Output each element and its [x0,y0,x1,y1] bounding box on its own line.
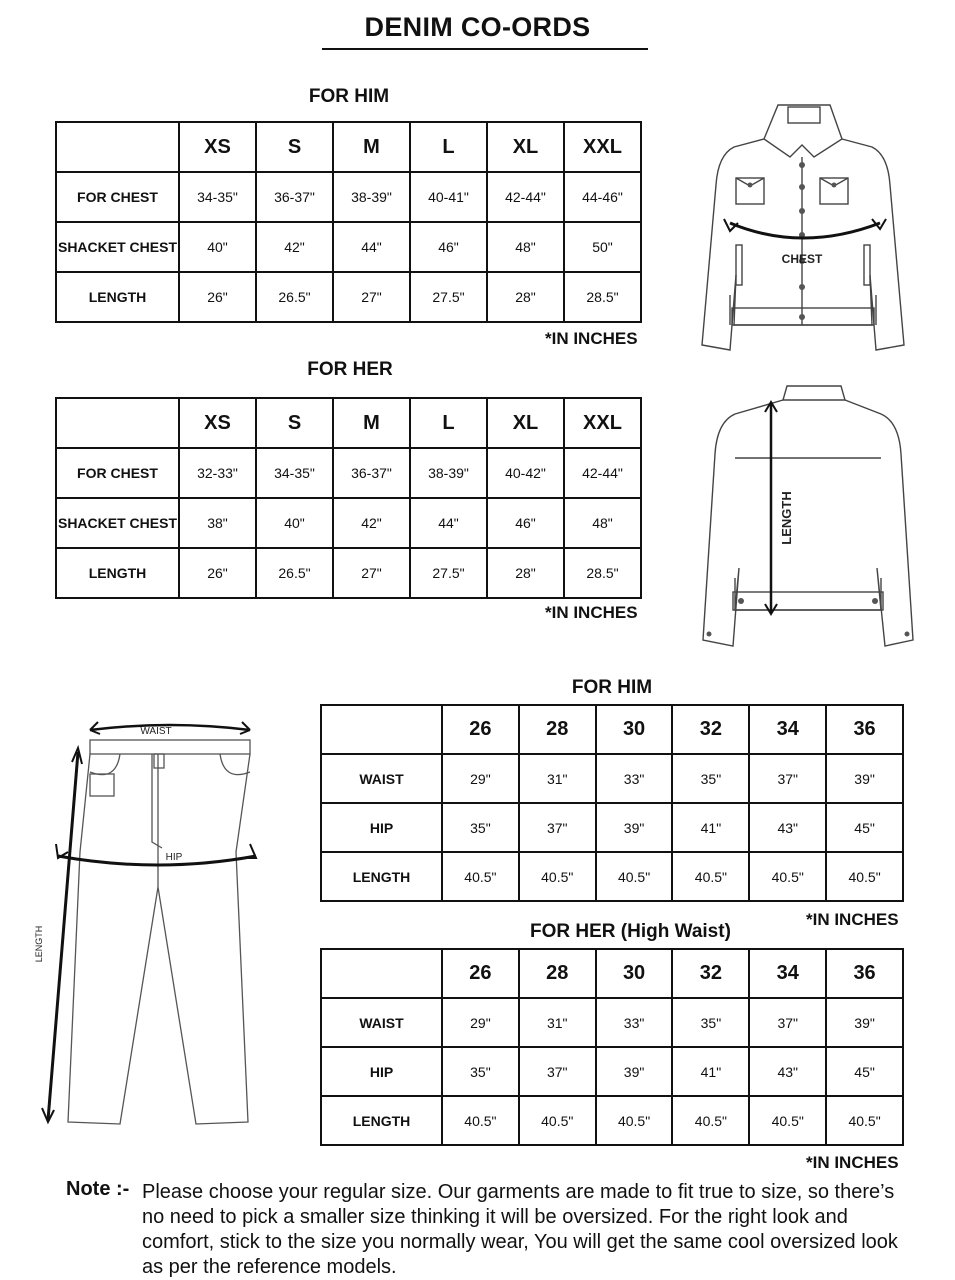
table-row [321,1047,903,1096]
table-cell: 37" [749,754,826,803]
chest-label: CHEST [781,252,823,266]
corner-cell [56,398,179,448]
size-header: S [256,122,333,172]
table-cell: 44" [410,498,487,548]
size-header-row [321,949,903,998]
size-header: XXL [564,122,641,172]
table-cell: 31" [519,754,596,803]
table-cell: 38" [179,498,256,548]
table-cell: 50" [564,222,641,272]
table-cell: 38-39" [333,172,410,222]
size-header: 26 [442,949,519,998]
table-row [56,448,641,498]
size-header: 30 [596,949,673,998]
table-cell: 27" [333,548,410,598]
table-cell: 40.5" [672,1096,749,1145]
table-cell: 40.5" [442,852,519,901]
table-cell: 28" [487,272,564,322]
table-cell: 29" [442,754,519,803]
size-header: 34 [749,705,826,754]
jeans-her-table [320,948,904,1146]
size-header-row [56,398,641,448]
jeans-her-heading: FOR HER (High Waist) [530,921,731,942]
table-cell: 26.5" [256,272,333,322]
table-cell: 45" [826,803,903,852]
unit-note: *IN INCHES [545,329,638,348]
table-row [321,1096,903,1145]
jeans-him-heading: FOR HIM [571,677,653,698]
waist-label: WAIST [140,726,172,737]
table-cell: 43" [749,803,826,852]
table-cell: 40.5" [749,852,826,901]
table-cell: 42" [333,498,410,548]
table-cell: 40.5" [672,852,749,901]
jeans-him-table [320,704,904,902]
table-cell: 35" [672,754,749,803]
table-cell: 40.5" [596,852,673,901]
table-cell: 27.5" [410,272,487,322]
table-row [321,998,903,1047]
unit-note: *IN INCHES [545,603,638,622]
table-cell: 33" [596,998,673,1047]
table-row [321,852,903,901]
table-row [56,498,641,548]
table-cell: 40.5" [826,1096,903,1145]
row-label: SHACKET CHEST [56,498,179,548]
size-header-row [56,122,641,172]
corner-cell [321,705,442,754]
table-cell: 28" [487,548,564,598]
table-cell: 48" [487,222,564,272]
table-cell: 43" [749,1047,826,1096]
table-cell: 46" [487,498,564,548]
table-cell: 27" [333,272,410,322]
table-cell: 27.5" [410,548,487,598]
table-cell: 40.5" [519,852,596,901]
table-cell: 33" [596,754,673,803]
length-label: LENGTH [779,491,794,545]
table-cell: 26" [179,272,256,322]
row-label: SHACKET CHEST [56,222,179,272]
shacket-her-heading: FOR HER [307,359,393,380]
table-cell: 40" [179,222,256,272]
note-text: Please choose your regular size. Our garments are made to fit true to size, so there’s no need to pick a smaller size thinking it will be oversized. For the right look and comfort, stick to the size you normally wear, You will get the same cool oversized look as per the reference models. [142,1181,898,1278]
table-row [321,754,903,803]
table-cell: 40-41" [410,172,487,222]
table-cell: 39" [596,803,673,852]
jeans-length-label: LENGTH [34,925,44,963]
jeans-diagram [28,712,278,1132]
table-cell: 36-37" [256,172,333,222]
table-cell: 40.5" [519,1096,596,1145]
chest-measure-line [730,223,880,238]
row-label: LENGTH [321,1096,442,1145]
table-cell: 37" [519,1047,596,1096]
table-row [321,803,903,852]
table-cell: 34-35" [179,172,256,222]
table-cell: 40.5" [826,852,903,901]
note-label: Note :- [66,1178,130,1200]
unit-note: *IN INCHES [806,910,899,929]
row-label: LENGTH [321,852,442,901]
table-row [56,548,641,598]
table-cell: 42" [256,222,333,272]
table-cell: 28.5" [564,548,641,598]
table-cell: 35" [442,1047,519,1096]
table-cell: 26.5" [256,548,333,598]
row-label: WAIST [321,754,442,803]
table-cell: 38-39" [410,448,487,498]
size-header: 32 [672,705,749,754]
size-header: XS [179,398,256,448]
table-cell: 31" [519,998,596,1047]
table-cell: 40.5" [596,1096,673,1145]
size-header: L [410,398,487,448]
table-cell: 35" [442,803,519,852]
size-header: XS [179,122,256,172]
table-cell: 26" [179,548,256,598]
table-cell: 37" [519,803,596,852]
table-cell: 48" [564,498,641,548]
size-header: M [333,122,410,172]
jacket-front-diagram [690,95,905,365]
table-cell: 37" [749,998,826,1047]
table-cell: 39" [826,998,903,1047]
table-cell: 45" [826,1047,903,1096]
size-header: 30 [596,705,673,754]
jacket-back-diagram [695,378,920,653]
table-cell: 40-42" [487,448,564,498]
size-header: 26 [442,705,519,754]
size-header: 34 [749,949,826,998]
row-label: HIP [321,1047,442,1096]
row-label: WAIST [321,998,442,1047]
table-cell: 40.5" [749,1096,826,1145]
row-label: LENGTH [56,272,179,322]
table-cell: 35" [672,998,749,1047]
table-cell: 41" [672,803,749,852]
size-header: XL [487,122,564,172]
table-cell: 36-37" [333,448,410,498]
table-cell: 39" [596,1047,673,1096]
table-row [56,272,641,322]
row-label: FOR CHEST [56,172,179,222]
table-cell: 32-33" [179,448,256,498]
table-cell: 28.5" [564,272,641,322]
table-cell: 39" [826,754,903,803]
table-cell: 46" [410,222,487,272]
table-cell: 40" [256,498,333,548]
corner-cell [56,122,179,172]
title-underline [322,48,648,50]
hip-label: HIP [165,852,183,863]
unit-note: *IN INCHES [806,1153,899,1172]
table-cell: 40.5" [442,1096,519,1145]
table-cell: 44-46" [564,172,641,222]
size-header: 36 [826,949,903,998]
size-header: L [410,122,487,172]
size-header: 36 [826,705,903,754]
length-measure-line [48,752,78,1120]
table-cell: 42-44" [487,172,564,222]
size-header: S [256,398,333,448]
row-label: FOR CHEST [56,448,179,498]
shacket-him-heading: FOR HIM [308,86,390,107]
size-header: 28 [519,949,596,998]
shacket-him-table [55,121,642,323]
table-cell: 41" [672,1047,749,1096]
size-header: 32 [672,949,749,998]
table-cell: 34-35" [256,448,333,498]
size-header: 28 [519,705,596,754]
table-cell: 29" [442,998,519,1047]
table-row [56,172,641,222]
shacket-her-table [55,397,642,599]
row-label: HIP [321,803,442,852]
page-title: DENIM CO-ORDS [364,12,591,42]
size-header: M [333,398,410,448]
table-cell: 42-44" [564,448,641,498]
size-header-row [321,705,903,754]
table-row [56,222,641,272]
corner-cell [321,949,442,998]
hip-measure-line [58,856,256,865]
size-header: XL [487,398,564,448]
table-cell: 44" [333,222,410,272]
size-header: XXL [564,398,641,448]
row-label: LENGTH [56,548,179,598]
